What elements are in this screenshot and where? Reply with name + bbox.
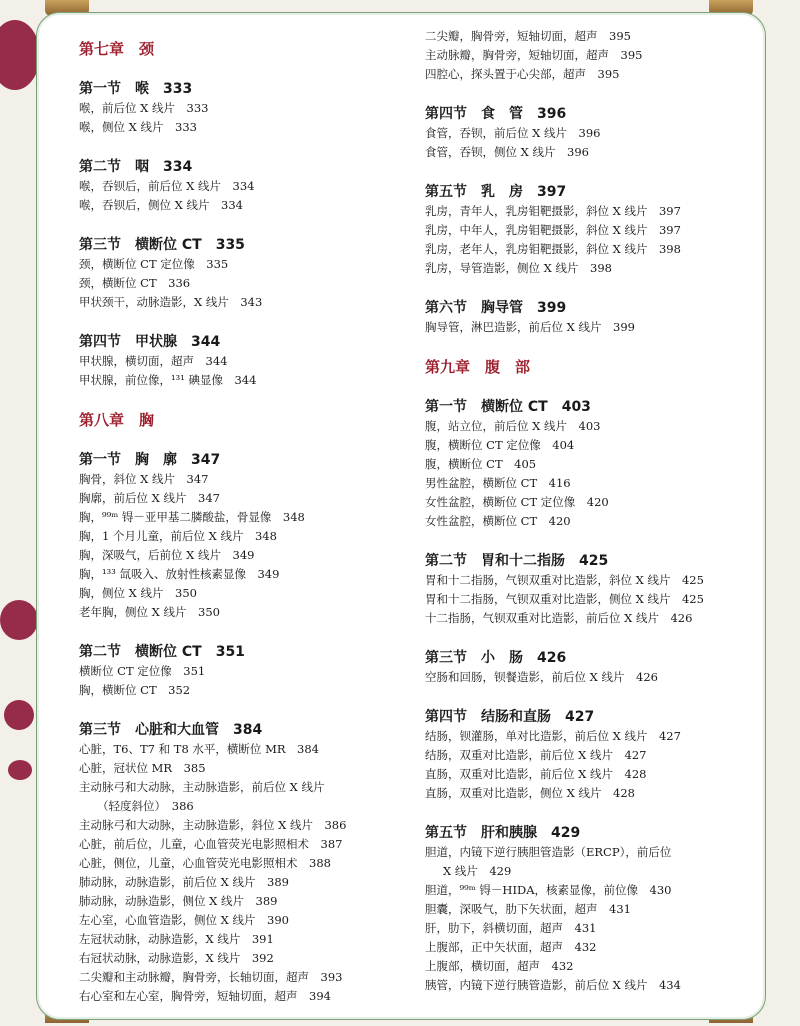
toc-entry: 二尖瓣，胸骨旁，短轴切面，超声 395 <box>425 29 631 43</box>
chapter-title: 第八章 胸 <box>79 411 155 429</box>
toc-entry: 胸导管，淋巴造影，前后位 X 线片 399 <box>425 320 635 334</box>
toc-entry: 二尖瓣和主动脉瓣，胸骨旁，长轴切面，超声 393 <box>79 970 343 984</box>
toc-entry: 甲状颈干，动脉造影，X 线片 343 <box>79 295 263 309</box>
toc-section <box>79 642 399 700</box>
toc-entry: 左冠状动脉，动脉造影，X 线片 391 <box>79 932 274 946</box>
toc-entry: 胸，深吸气，后前位 X 线片 349 <box>79 548 255 562</box>
toc-page <box>36 12 766 1020</box>
toc-entry: 乳房，老年人，乳房钼靶摄影，斜位 X 线片 398 <box>425 242 681 256</box>
toc-entry: 女性盆腔，横断位 CT 420 <box>425 514 571 528</box>
toc-entry: 肝，肋下，斜横切面，超声 431 <box>425 921 597 935</box>
toc-entry: 直肠，双重对比造影，侧位 X 线片 428 <box>425 786 635 800</box>
section-title: 第四节 食 管 396 <box>425 106 567 122</box>
section-title: 第三节 横断位 CT 335 <box>79 237 245 253</box>
toc-section <box>425 648 745 687</box>
toc-entry: 胃和十二指肠，气钡双重对比造影，斜位 X 线片 425 <box>425 573 704 587</box>
toc-entry: 胆道，⁹⁹ᵐ 锝－HIDA，核素显像，前位像 430 <box>425 883 672 897</box>
toc-entry: 胸骨，斜位 X 线片 347 <box>79 472 209 486</box>
ink-splash <box>0 600 38 640</box>
toc-entry: 女性盆腔，横断位 CT 定位像 420 <box>425 495 609 509</box>
toc-entry: 颈，横断位 CT 定位像 335 <box>79 257 229 271</box>
toc-entry: 甲状腺，横切面，超声 344 <box>79 354 228 368</box>
toc-entry: 乳房，中年人，乳房钼靶摄影，斜位 X 线片 397 <box>425 223 681 237</box>
toc-section <box>79 332 399 390</box>
toc-section <box>79 450 399 622</box>
toc-section <box>79 157 399 215</box>
toc-section <box>79 235 399 312</box>
toc-entry: 胸，⁹⁹ᵐ 锝－亚甲基二膦酸盐，骨显像 348 <box>79 510 305 524</box>
toc-entry: 胸廓，前后位 X 线片 347 <box>79 491 220 505</box>
toc-entry: 结肠，双重对比造影，前后位 X 线片 427 <box>425 748 647 762</box>
toc-entry: 直肠，双重对比造影，前后位 X 线片 428 <box>425 767 647 781</box>
toc-entry: 喉，侧位 X 线片 333 <box>79 120 197 134</box>
toc-section <box>79 79 399 137</box>
toc-entry: 喉，前后位 X 线片 333 <box>79 101 209 115</box>
toc-entry: 主动脉瓣，胸骨旁，短轴切面，超声 395 <box>425 48 643 62</box>
toc-section <box>425 397 745 531</box>
section-title: 第二节 胃和十二指肠 425 <box>425 553 609 569</box>
toc-section <box>425 298 745 337</box>
toc-entry: 左心室，心血管造影，侧位 X 线片 390 <box>79 913 289 927</box>
toc-entry: 四腔心，探头置于心尖部，超声 395 <box>425 67 620 81</box>
toc-left-column <box>79 27 399 1026</box>
toc-entry: 胸，侧位 X 线片 350 <box>79 586 197 600</box>
toc-entry: 食管，吞钡，侧位 X 线片 396 <box>425 145 589 159</box>
toc-section <box>425 27 745 84</box>
toc-entry: 心脏，T6、T7 和 T8 水平，横断位 MR 384 <box>79 742 319 756</box>
section-title: 第五节 乳 房 397 <box>425 184 567 200</box>
toc-section <box>425 104 745 162</box>
toc-entry: X 线片 429 <box>443 864 512 878</box>
section-title: 第三节 心脏和大血管 384 <box>79 722 263 738</box>
toc-entry: 心脏，冠状位 MR 385 <box>79 761 206 775</box>
ink-splash <box>0 20 40 90</box>
toc-entry: 右心室和左心室，胸骨旁，短轴切面，超声 394 <box>79 989 331 1003</box>
section-title: 第三节 小 肠 426 <box>425 650 567 666</box>
chapter-title: 第九章 腹 部 <box>425 358 531 376</box>
section-title: 第六节 胸导管 399 <box>425 300 567 316</box>
toc-entry: 肺动脉，动脉造影，前后位 X 线片 389 <box>79 875 289 889</box>
ink-splash <box>4 700 34 730</box>
toc-entry: 胸，¹³³ 氙吸入、放射性核素显像 349 <box>79 567 280 581</box>
toc-entry: 主动脉弓和大动脉，主动脉造影，斜位 X 线片 386 <box>79 818 347 832</box>
toc-entry: 乳房，青年人，乳房钼靶摄影，斜位 X 线片 397 <box>425 204 681 218</box>
toc-entry: 老年胸，侧位 X 线片 350 <box>79 605 220 619</box>
toc-entry: 胆囊，深吸气，肋下矢状面，超声 431 <box>425 902 631 916</box>
toc-entry: 心脏，侧位，儿童，心血管荧光电影照相术 388 <box>79 856 331 870</box>
toc-entry: 胸，横断位 CT 352 <box>79 683 191 697</box>
toc-entry: 结肠，钡灌肠，单对比造影，前后位 X 线片 427 <box>425 729 681 743</box>
toc-entry: 腹，站立位，前后位 X 线片 403 <box>425 419 601 433</box>
toc-section <box>425 182 745 278</box>
toc-entry: 食管，吞钡，前后位 X 线片 396 <box>425 126 601 140</box>
toc-section <box>79 720 399 1006</box>
toc-entry: 十二指肠，气钡双重对比造影，前后位 X 线片 426 <box>425 611 693 625</box>
toc-entry: 乳房，导管造影，侧位 X 线片 398 <box>425 261 612 275</box>
section-title: 第一节 横断位 CT 403 <box>425 399 591 415</box>
toc-entry: 胰管，内镜下逆行胰管造影，前后位 X 线片 434 <box>425 978 681 992</box>
toc-entry: 腹，横断位 CT 405 <box>425 457 537 471</box>
toc-entry: 颈，横断位 CT 336 <box>79 276 191 290</box>
toc-entry: 上腹部，正中矢状面，超声 432 <box>425 940 597 954</box>
toc-entry: 胆道，内镜下逆行胰胆管造影（ERCP），前后位 <box>425 845 672 859</box>
toc-entry: 空肠和回肠，钡餐造影，前后位 X 线片 426 <box>425 670 658 684</box>
toc-entry: 横断位 CT 定位像 351 <box>79 664 206 678</box>
toc-entry: 甲状腺，前位像，¹³¹ 碘显像 344 <box>79 373 257 387</box>
toc-entry: 主动脉弓和大动脉，主动脉造影，前后位 X 线片 <box>79 780 325 794</box>
toc-section <box>425 707 745 803</box>
section-title: 第五节 肝和胰腺 429 <box>425 825 581 841</box>
section-title: 第一节 喉 333 <box>79 81 193 97</box>
section-title: 第四节 甲状腺 344 <box>79 334 221 350</box>
chapter-title: 第七章 颈 <box>79 40 155 58</box>
section-title: 第一节 胸 廓 347 <box>79 452 221 468</box>
toc-right-column <box>425 27 745 1015</box>
toc-entry: 上腹部，横切面，超声 432 <box>425 959 574 973</box>
toc-entry: 喉，吞钡后，侧位 X 线片 334 <box>79 198 243 212</box>
section-title: 第四节 结肠和直肠 427 <box>425 709 595 725</box>
toc-section <box>425 551 745 628</box>
section-title: 第二节 横断位 CT 351 <box>79 644 245 660</box>
ink-splash <box>8 760 32 780</box>
toc-entry: 心脏，前后位，儿童，心血管荧光电影照相术 387 <box>79 837 343 851</box>
toc-entry: 右冠状动脉，动脉造影，X 线片 392 <box>79 951 274 965</box>
section-title: 第二节 咽 334 <box>79 159 193 175</box>
toc-entry: 胃和十二指肠，气钡双重对比造影，侧位 X 线片 425 <box>425 592 704 606</box>
toc-entry: 肺动脉，动脉造影，侧位 X 线片 389 <box>79 894 278 908</box>
toc-entry: 腹，横断位 CT 定位像 404 <box>425 438 575 452</box>
toc-entry: 喉，吞钡后，前后位 X 线片 334 <box>79 179 255 193</box>
toc-entry: （轻度斜位） 386 <box>97 799 194 813</box>
toc-section <box>425 823 745 995</box>
toc-entry: 胸，1 个月儿童，前后位 X 线片 348 <box>79 529 277 543</box>
toc-entry: 男性盆腔，横断位 CT 416 <box>425 476 571 490</box>
